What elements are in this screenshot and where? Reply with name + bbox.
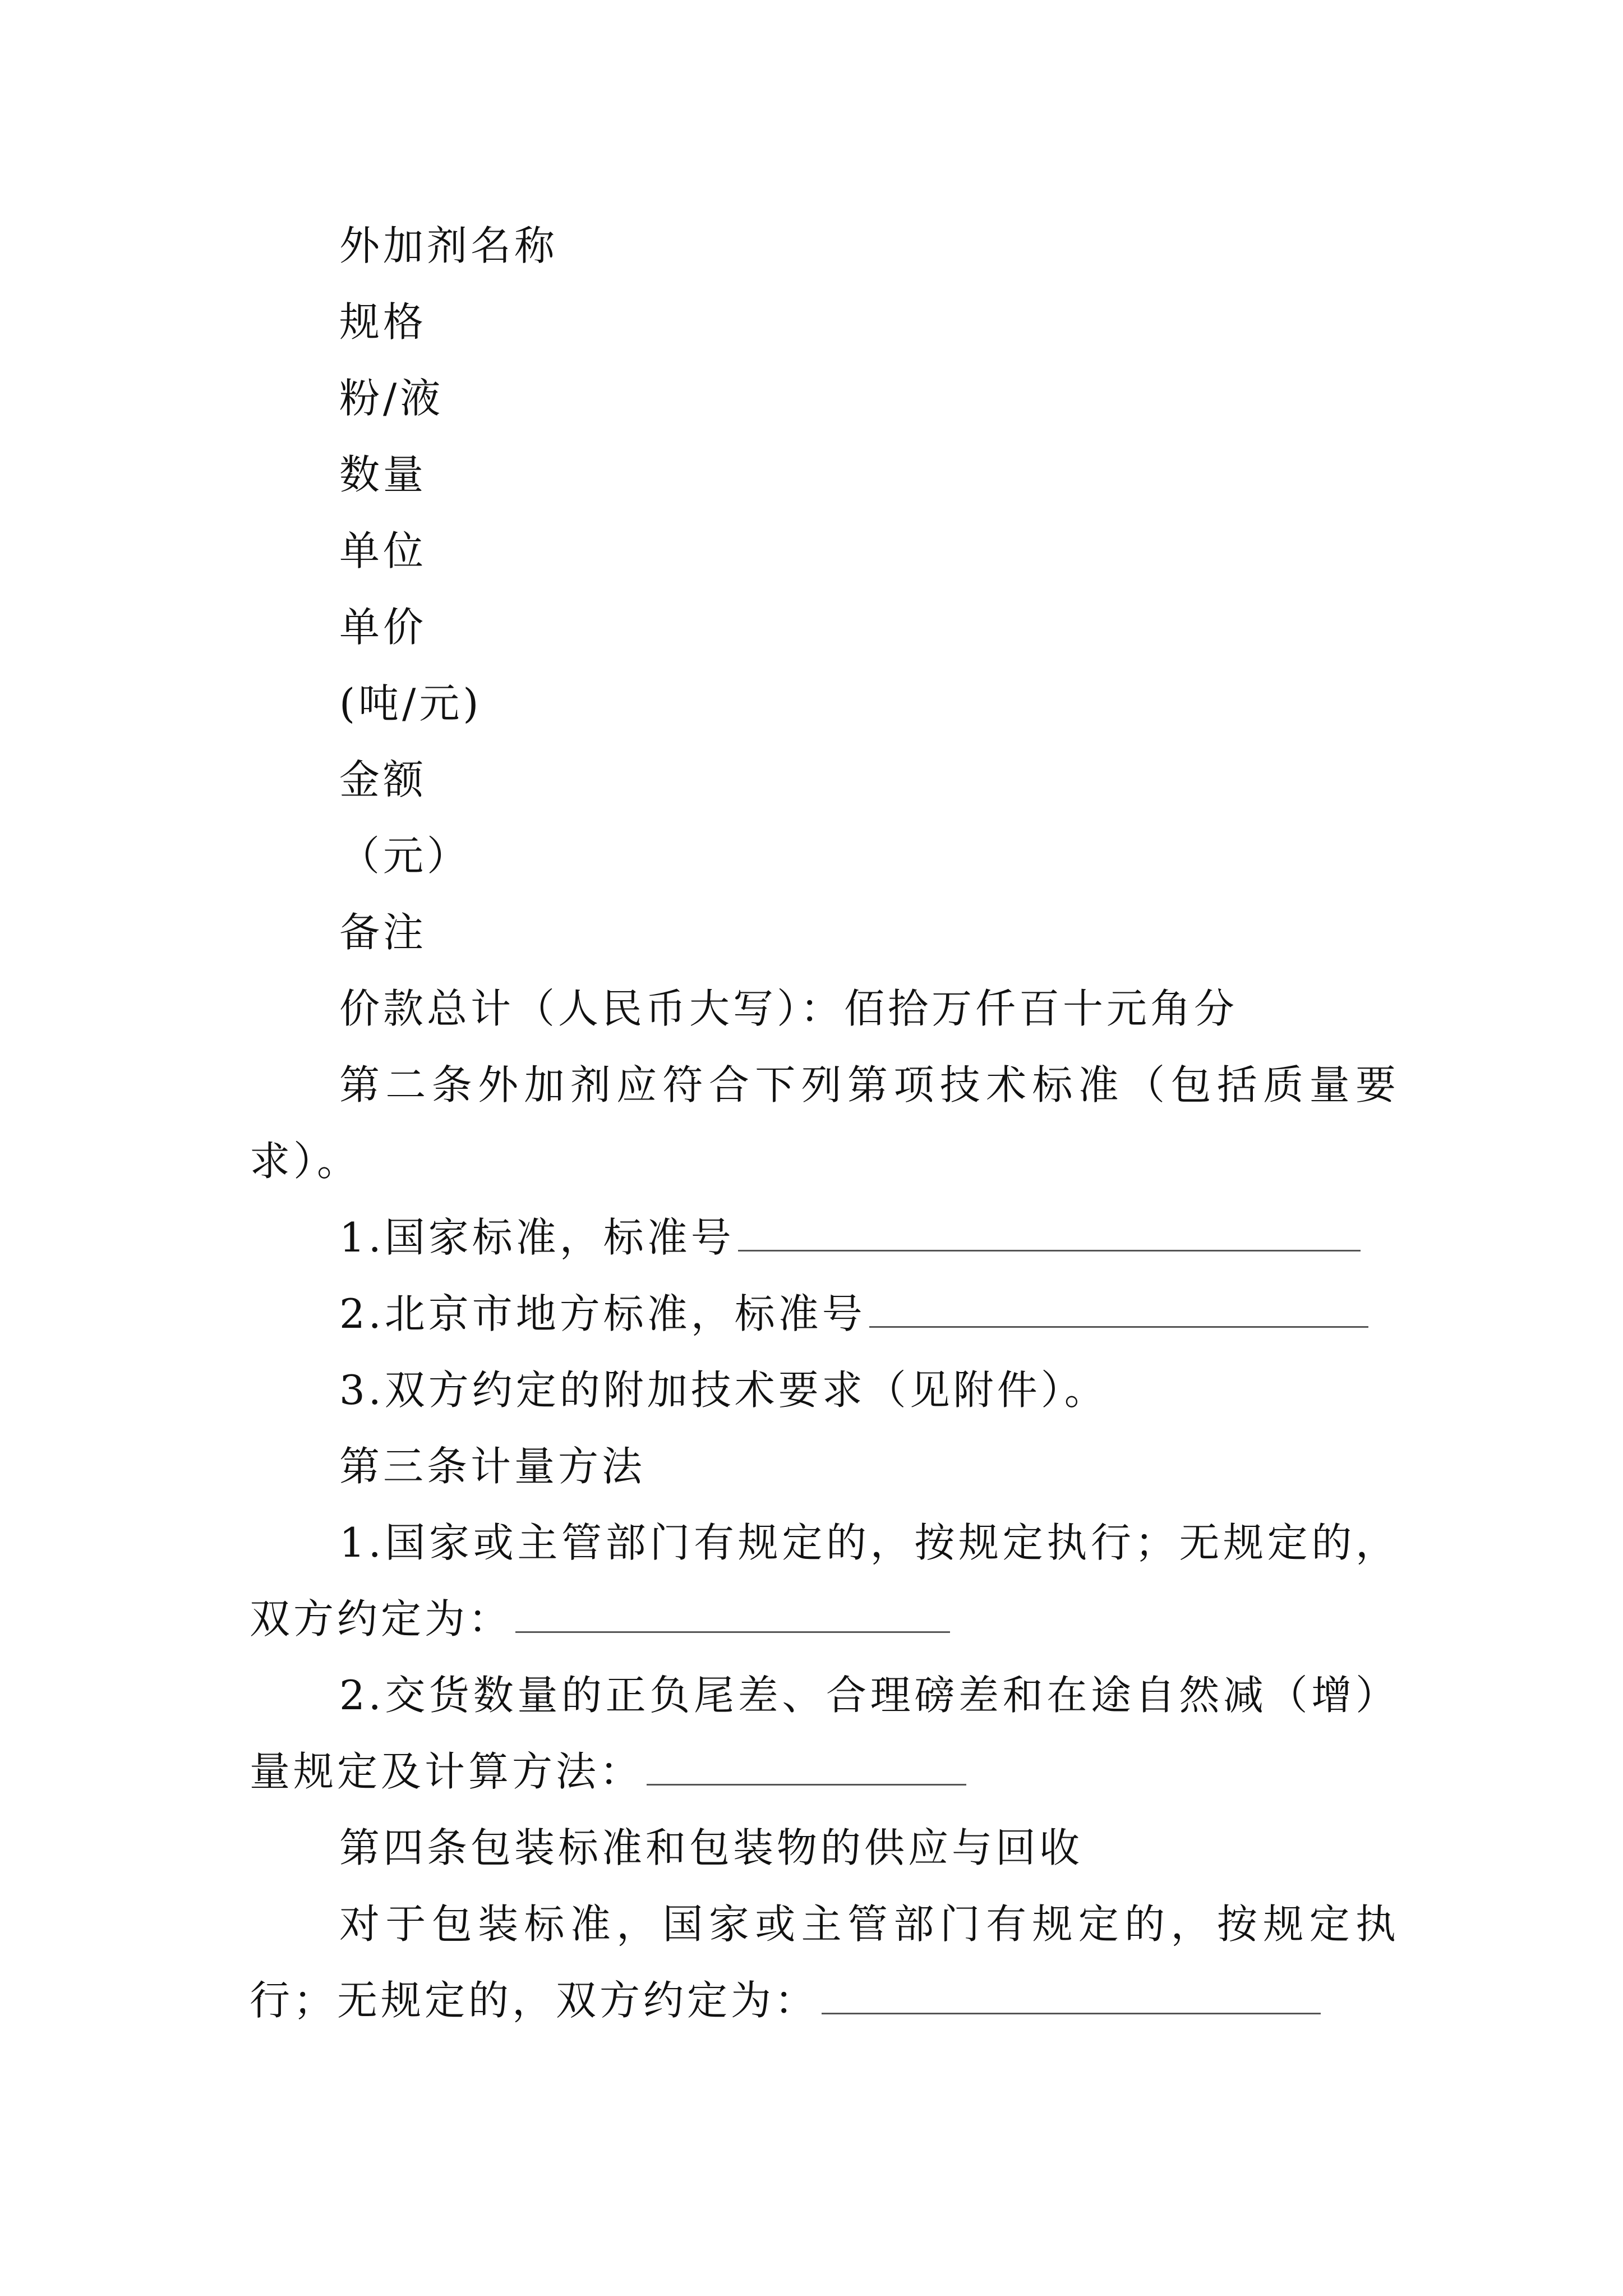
article4-heading: 第四条包装标准和包装物的供应与回收 bbox=[339, 1824, 1083, 1871]
item-spec-label: 规格 bbox=[339, 298, 427, 346]
document-body bbox=[250, 208, 1399, 2039]
article4-body bbox=[250, 1886, 1399, 2039]
article2-item1 bbox=[250, 1199, 1399, 1276]
item-unit-price-label: 单价 bbox=[339, 604, 427, 651]
local-standard-number-field[interactable] bbox=[869, 1287, 1368, 1328]
measurement-agreement-field[interactable] bbox=[515, 1592, 950, 1633]
tolerance-method-field[interactable] bbox=[647, 1745, 966, 1786]
item-amount-label: 金额 bbox=[339, 756, 427, 803]
article4-body-text: 对于包装标准，国家或主管部门有规定的，按规定执行；无规定的，双方约定为： bbox=[250, 1901, 1399, 2024]
item-form-label: 粉/液 bbox=[339, 375, 444, 422]
article3-item1-text: 1.国家或主管部门有规定的，按规定执行；无规定的，双方约定为： bbox=[250, 1519, 1399, 1642]
article3-item1 bbox=[250, 1504, 1399, 1657]
total-price-line: 价款总计（人民币大写）：佰拾万仟百十元角分 bbox=[339, 985, 1238, 1032]
article2-item3: 3.双方约定的附加技术要求（见附件）。 bbox=[339, 1366, 1108, 1414]
item-remarks-label: 备注 bbox=[339, 909, 427, 956]
item-name-label: 外加剂名称 bbox=[339, 222, 559, 269]
item-unit-price-unit: (吨/元) bbox=[339, 680, 482, 727]
article3-item2 bbox=[250, 1657, 1399, 1810]
article3-item2-text: 2.交货数量的正负尾差、合理磅差和在途自然减（增）量规定及计算方法： bbox=[250, 1672, 1399, 1795]
article2-item2-text: 2.北京市地方标准，标准号 bbox=[339, 1290, 866, 1337]
item-unit-label: 单位 bbox=[339, 527, 427, 574]
packaging-agreement-field[interactable] bbox=[822, 1973, 1321, 2014]
item-quantity-label: 数量 bbox=[339, 451, 427, 498]
article2-item2 bbox=[250, 1276, 1399, 1352]
article2-heading: 第二条外加剂应符合下列第项技术标准（包括质量要求）。 bbox=[250, 1061, 1399, 1185]
article3-heading: 第三条计量方法 bbox=[339, 1443, 646, 1490]
item-amount-unit: （元） bbox=[339, 832, 471, 880]
article2-item1-text: 1.国家标准，标准号 bbox=[339, 1214, 735, 1261]
standard-number-field[interactable] bbox=[738, 1211, 1361, 1251]
